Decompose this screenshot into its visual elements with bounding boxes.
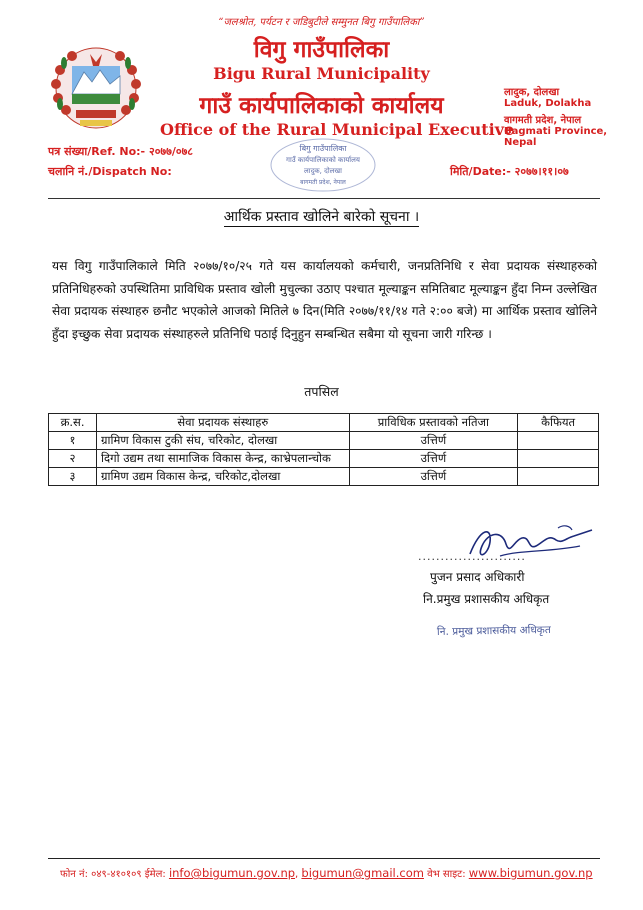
row-result: उत्तिर्ण <box>349 432 518 450</box>
notice-subject-text: आर्थिक प्रस्ताव खोलिने बारेको सूचना । <box>223 209 420 225</box>
footer-separator: , <box>295 869 299 880</box>
footer-email-info[interactable]: info@bigumun.gov.np <box>168 866 296 880</box>
footer-web-label: वेभ साइट: <box>427 869 466 880</box>
letter-date <box>450 164 569 179</box>
provider-table <box>48 413 599 486</box>
footer-divider <box>48 858 600 859</box>
address-line-1: लादुक, दोलखा <box>504 87 560 98</box>
office-stamp <box>268 137 378 193</box>
footer-website[interactable]: www.bigumun.gov.np <box>468 866 593 880</box>
row-remarks <box>518 450 599 468</box>
municipality-name-en: Bigu Rural Municipality <box>213 64 430 83</box>
stamp-line-4: बागमती प्रदेश, नेपाल <box>300 179 346 186</box>
row-remarks <box>518 468 599 486</box>
signatory-title: नि.प्रमुख प्रशासकीय अधिकृत <box>423 592 550 606</box>
date-value: २०७७।११।०७ <box>514 165 569 178</box>
table-row <box>49 450 599 468</box>
signature-dots: ........................ <box>418 550 526 563</box>
row-sn: १ <box>49 432 97 450</box>
row-sn: २ <box>49 450 97 468</box>
footer-contact <box>60 866 593 880</box>
header-result: प्राविधिक प्रस्तावको नतिजा <box>349 414 518 432</box>
designation-stamp: नि. प्रमुख प्रशासकीय अधिकृत <box>436 624 551 638</box>
row-result: उत्तिर्ण <box>349 450 518 468</box>
stamp-line-3: लादुक, दोलखा <box>304 167 342 175</box>
municipality-motto: “जलश्रोत, पर्यटन र जडिबुटीले सम्मुनत बिगु गाउँपालिका” <box>218 17 425 28</box>
notice-body: यस विगु गाउँपालिकाले मिति २०७७/१०/२५ गते यस कार्यालयको कर्मचारी, जनप्रतिनिधि र सेवा प्रदायक संस्थाहरुको प्रतिनिधिहरुको उपस्थितिमा प्राविधिक प्रस्ताव खोली मुचुल्का उठाए पश्चात मूल्याङ्कन समितिबाट मूल्याङ्कन हुँदा निम्न उल्लेखित सेवा प्रदायक संस्थाहरु छनौट भएकोले आजको मितिले ७ दिन(मिति २०७७/११/१४ गते २:०० बजे) मा आर्थिक प्रस्ताव खोलिने हुँदा इच्छुक सेवा प्रदायक संस्थाहरुले प्रतिनिधि पठाई दिनुहुन सम्बन्धित सबैमा यो सूचना जारी गरिन्छ । <box>52 259 597 341</box>
row-remarks <box>518 432 599 450</box>
office-name-en: Office of the Rural Municipal Executive <box>160 120 515 139</box>
footer-email-gmail[interactable]: bigumun@gmail.com <box>301 866 424 880</box>
row-result: उत्तिर्ण <box>349 468 518 486</box>
row-name: दिगो उद्यम तथा सामाजिक विकास केन्द्र, काभ्रेपलान्चोक <box>97 450 350 468</box>
municipality-name-np: विगु गाउँपालिका <box>253 36 390 63</box>
row-name: ग्रामिण उद्यम विकास केन्द्र, चरिकोट,दोलखा <box>97 468 350 486</box>
address-line-2: Laduk, Dolakha <box>504 98 592 109</box>
footer-phone: फोन नं: ०४९-४१०१०९ ईमेल: <box>60 869 166 880</box>
table-row <box>49 432 599 450</box>
row-name: ग्रामिण विकास टुकी संघ, चरिकोट, दोलखा <box>97 432 350 450</box>
ref-value: २०७७/०७८ <box>148 145 194 158</box>
header-name: सेवा प्रदायक संस्थाहरु <box>97 414 350 432</box>
address-line-4: Bagmati Province, Nepal <box>504 126 608 148</box>
header-divider <box>48 198 600 199</box>
date-label: मिति/Date:- <box>450 165 511 178</box>
notice-subject <box>0 207 643 226</box>
annex-title: तपसिल <box>304 384 339 399</box>
dispatch-label: चलानि नं./Dispatch No: <box>48 165 172 178</box>
row-sn: ३ <box>49 468 97 486</box>
table-header-row <box>49 414 599 432</box>
header-remarks: कैफियत <box>518 414 599 432</box>
header-sn: क्र.स. <box>49 414 97 432</box>
stamp-line-2: गाउँ कार्यपालिकाको कार्यालय <box>286 156 360 164</box>
ref-number <box>48 144 193 159</box>
table-row <box>49 468 599 486</box>
stamp-line-1: बिगु गाउँपालिका <box>299 144 347 153</box>
ref-label: पत्र संख्या/Ref. No:- <box>48 145 146 158</box>
signatory-name: पुजन प्रसाद अधिकारी <box>430 570 525 584</box>
office-name-np: गाउँ कार्यपालिकाको कार्यालय <box>199 92 444 119</box>
address-line-3: वागमती प्रदेश, नेपाल <box>504 115 582 126</box>
